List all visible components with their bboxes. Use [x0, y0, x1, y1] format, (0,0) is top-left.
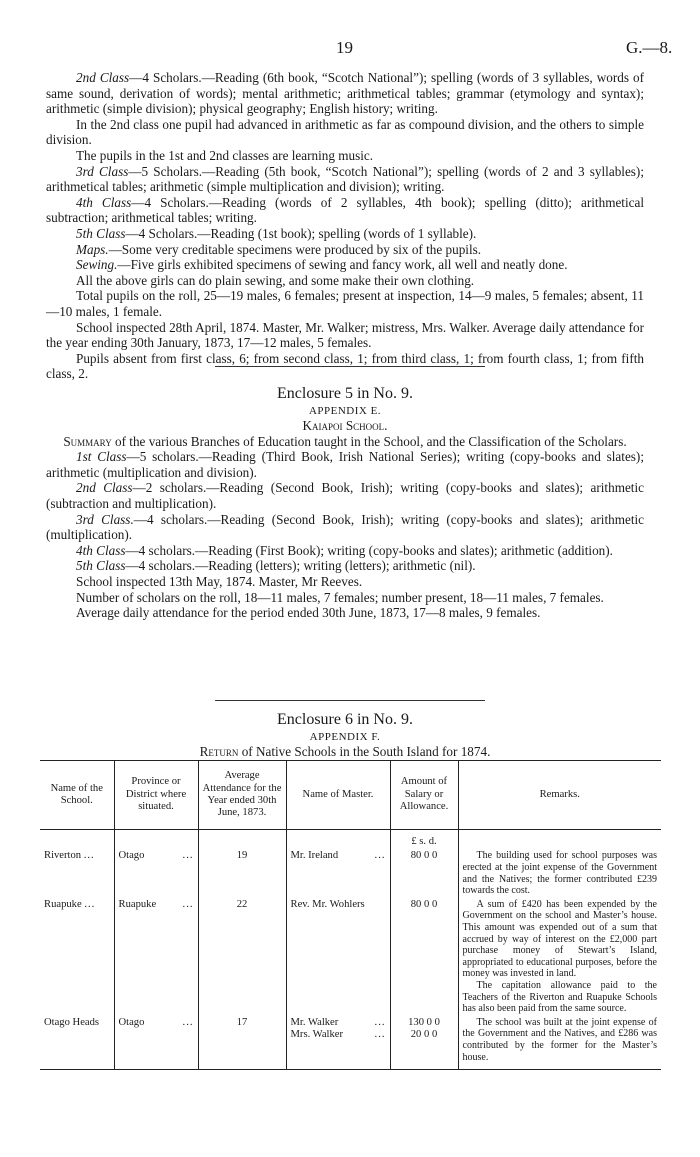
- attendance-cell: 17: [198, 1016, 286, 1070]
- remarks-cell: A sum of £420 has been expended by the Government on the school and Master’s house. This amount was expended out of a sum that accrued by way of interest on the £2,000 part purchase money of Stewart’s Island, appropriated to educational purposes, before the money was invested in land. The capitation allowance paid to the Teachers of the Riverton and Ruapuke Schools has also been paid from the same source.: [458, 898, 661, 1016]
- table-row: [40, 830, 661, 850]
- paragraph: School inspected 13th May, 1874. Master, Mr Reeves.: [76, 573, 363, 589]
- paragraph: All the above girls can do plain sewing, and some make their own clothing.: [76, 272, 475, 288]
- paragraph: 2nd Class—2 scholars.—Reading (Second Book, Irish); writing (copy-books and slates); arithmetic (subtraction and multiplication).: [46, 480, 644, 511]
- school-cell: Otago Heads: [40, 1016, 114, 1070]
- paragraph: 4th Class—4 scholars.—Reading (First Book); writing (copy-books and slates); arithmetic (addition).: [76, 542, 613, 558]
- paragraph: In the 2nd class one pupil had advanced in arithmetic as far as compound division, and the others to simple division.: [46, 116, 644, 148]
- school-cell: Ruapuke ...: [44, 898, 96, 910]
- table-row: [40, 849, 661, 897]
- class-report-section: [46, 70, 644, 382]
- page-number: 19: [336, 38, 353, 57]
- column-header: Remarks.: [458, 761, 661, 830]
- province-cell: Ruapuke ...: [114, 898, 198, 1016]
- paragraph: Pupils absent from first class, 6; from second class, 1; from third class, 1; from fourth class, 1; from fifth class, 2.: [46, 350, 644, 382]
- summary-heading: Summary of the various Branches of Education taught in the School, and the Classification of the Scholars.: [63, 433, 627, 449]
- table-header-row: [40, 761, 661, 830]
- paragraph: 4th Class—4 Scholars.—Reading (words of 2 syllables, 4th book); spelling (ditto); arithmetical subtraction; arithmetical tables; writing.: [46, 194, 644, 226]
- master-cell: Rev. Mr. Wohlers: [286, 898, 390, 1016]
- document-code: G.—8.: [626, 38, 673, 57]
- paragraph: 2nd Class—4 Scholars.—Reading (6th book, “Scotch National”); spelling (words of 3 syllables, words of same sound, derivation of words); mental arithmetic; arithmetical tables; grammar (etymology and syntax); arithmetic (simple division); physical geography; English history; writing.: [46, 70, 644, 117]
- enclosure-heading: Enclosure 5 in No. 9.: [277, 385, 413, 402]
- column-header: Province or District where situated.: [114, 761, 198, 830]
- appendix-label: APPENDIX E.: [308, 405, 382, 417]
- paragraph: School inspected 28th April, 1874. Master, Mr. Walker; mistress, Mrs. Walker. Average daily attendance for the year ending 30th January, 1873, 17—12 males, 5 females.: [46, 319, 644, 351]
- native-schools-table: [40, 760, 661, 1070]
- remarks-cell: The building used for school purposes was erected at the joint expense of the Government and the Natives; the former contributed £239 towards the cost.: [458, 849, 661, 897]
- remarks-cell: The school was built at the joint expense of the Government and the Natives, and £286 was contributed by the former for the Master’s house.: [458, 1016, 661, 1070]
- province-cell: Otago ...: [114, 1016, 198, 1070]
- province-cell: Otago ...: [114, 849, 198, 897]
- attendance-cell: 22: [198, 898, 286, 1016]
- return-heading: Return of Native Schools in the South Island for 1874.: [199, 744, 491, 759]
- amount-cell: 130 0 0 20 0 0: [390, 1016, 458, 1070]
- paragraph: Total pupils on the roll, 25—19 males, 6 females; present at inspection, 14—9 males, 5 females; absent, 11—10 males, 1 female.: [46, 288, 644, 319]
- paragraph: Number of scholars on the roll, 18—11 males, 7 females; number present, 18—11 males, 7 females.: [76, 589, 604, 605]
- paragraph: 1st Class—5 scholars.—Reading (Third Book, Irish National Series); writing (copy-books and slates); arithmetic (multiplication and division).: [46, 449, 644, 480]
- table-row: [40, 1016, 661, 1070]
- master-cell: Mr. Ireland ...: [286, 849, 390, 897]
- divider: [215, 700, 485, 701]
- enclosure-heading: Enclosure 6 in No. 9.: [277, 711, 413, 728]
- table-row: [40, 898, 661, 1016]
- paragraph: 3rd Class—5 Scholars.—Reading (5th book, “Scotch National”); spelling (words of 2 and 3 syllables); arithmetical tables; arithmetic (simple multiplication and division); writing.: [46, 163, 644, 195]
- paragraph: The pupils in the 1st and 2nd classes are learning music.: [76, 147, 374, 163]
- appendix-label: APPENDIX F.: [309, 731, 381, 743]
- school-name: Kaiapoi School.: [302, 418, 388, 433]
- column-header: Name of Master.: [286, 761, 390, 830]
- currency-units: £ s. d.: [390, 830, 458, 850]
- paragraph: Average daily attendance for the period ended 30th June, 1873, 17—8 males, 9 females.: [76, 605, 541, 621]
- paragraph: 5th Class—4 Scholars.—Reading (1st book); spelling (words of 1 syllable).: [76, 225, 477, 241]
- attendance-cell: 19: [198, 849, 286, 897]
- school-cell: Riverton ...: [44, 850, 95, 862]
- amount-cell: 80 0 0: [390, 898, 458, 1016]
- enclosure-6-section: [46, 710, 644, 760]
- column-header: Name of the School.: [40, 761, 114, 830]
- master-cell: Mr. Walker ... Mrs. Walker ...: [286, 1016, 390, 1070]
- column-header: Amount of Salary or Allowance.: [390, 761, 458, 830]
- enclosure-5-section: [46, 384, 644, 621]
- amount-cell: 80 0 0: [390, 849, 458, 897]
- column-header: Average Attendance for the Year ended 30th June, 1873.: [198, 761, 286, 830]
- paragraph: Maps.—Some very creditable specimens were produced by six of the pupils.: [76, 241, 482, 257]
- paragraph: 5th Class—4 scholars.—Reading (letters); writing (letters); arithmetic (nil).: [76, 558, 476, 574]
- paragraph: 3rd Class.—4 scholars.—Reading (Second Book, Irish); writing (copy-books and slates); arithmetic (multiplication).: [46, 511, 644, 543]
- paragraph: Sewing.—Five girls exhibited specimens of sewing and fancy work, all well and neatly done.: [76, 257, 568, 273]
- divider: [215, 366, 485, 367]
